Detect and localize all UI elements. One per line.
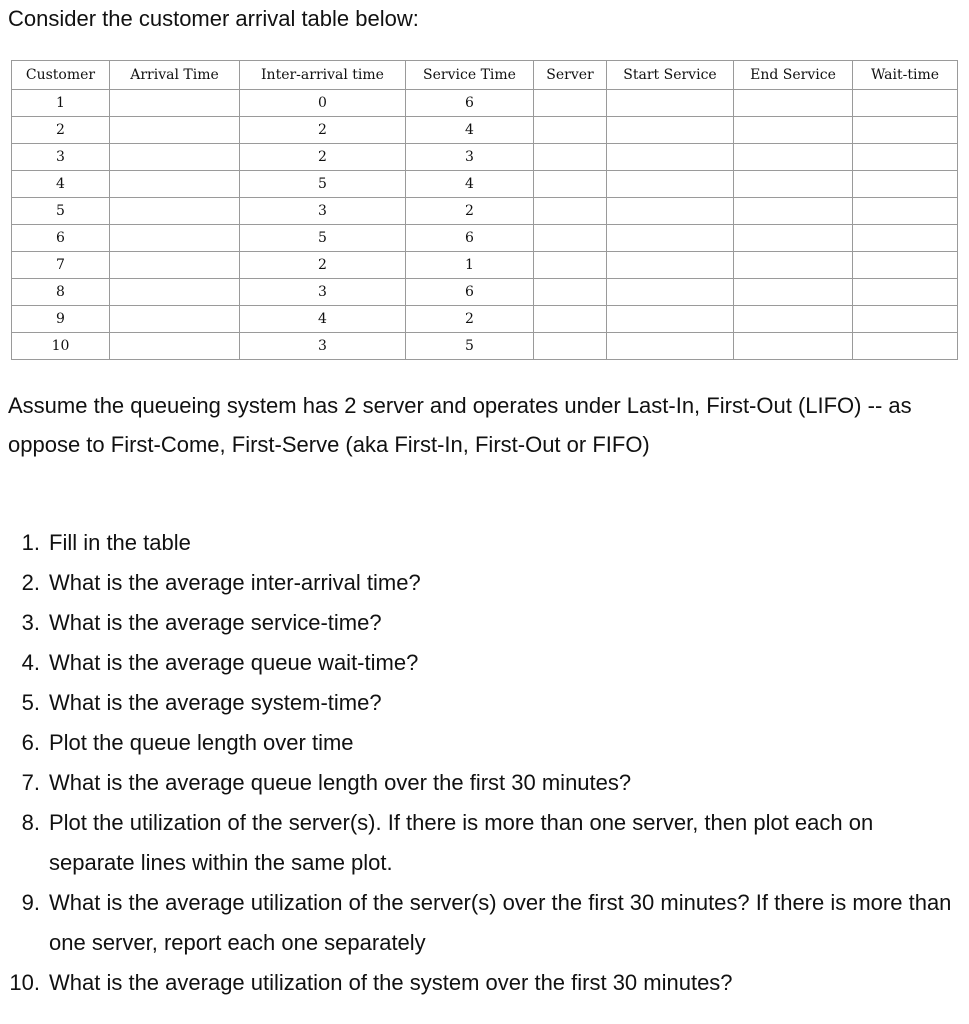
question-item [0,563,969,603]
customer-arrival-table [11,60,958,360]
table-cell: 2 [406,306,534,333]
table-cell: 6 [12,225,110,252]
table-cell [534,306,607,333]
table-cell [607,333,734,360]
question-number: 8. [21,810,40,835]
table-cell [607,144,734,171]
table-cell [110,171,240,198]
table-cell [853,333,958,360]
column-header: End Service [734,61,853,90]
table-cell [110,333,240,360]
table-cell: 6 [406,225,534,252]
table-cell [534,117,607,144]
table-cell [534,144,607,171]
table-cell: 9 [12,306,110,333]
table-cell [853,144,958,171]
table-cell [734,225,853,252]
table-cell [734,279,853,306]
question-number: 6. [21,730,40,755]
header-row [12,61,958,90]
table-body [12,90,958,360]
question-number: 4. [21,650,40,675]
table-cell: 3 [406,144,534,171]
table-cell [853,198,958,225]
table-cell: 2 [240,117,406,144]
table-cell [607,306,734,333]
column-header: Inter-arrival time [240,61,406,90]
question-text: What is the average queue length over the first 30 minutes? [49,770,632,795]
question-text: What is the average utilization of the server(s) over the first 30 minutes? If there is more than one server, report each one separately [49,890,952,955]
question-number: 10. [9,970,40,995]
table-cell [734,306,853,333]
table-cell [853,90,958,117]
table-row [12,279,958,306]
question-item [0,723,969,763]
question-text: What is the average utilization of the system over the first 30 minutes? [49,970,733,995]
table-cell [110,90,240,117]
table-row [12,306,958,333]
table-cell [110,225,240,252]
table-cell: 8 [12,279,110,306]
table-cell: 4 [240,306,406,333]
question-text: Plot the utilization of the server(s). If there is more than one server, then plot each on separate lines within the same plot. [49,810,874,875]
table-cell [110,198,240,225]
table-row [12,198,958,225]
question-text: Plot the queue length over time [49,730,354,755]
question-number: 2. [21,570,40,595]
question-text: What is the average queue wait-time? [49,650,419,675]
column-header: Server [534,61,607,90]
table-cell [853,252,958,279]
question-number: 1. [21,530,40,555]
table-cell [734,252,853,279]
table-row [12,90,958,117]
table-cell: 2 [12,117,110,144]
assumption-text: Assume the queueing system has 2 server and operates under Last-In, First-Out (LIFO) -- as oppose to First-Come, First-Serve (aka First-In, First-Out or FIFO) [8,393,912,457]
question-number: 9. [21,890,40,915]
table-cell: 1 [406,252,534,279]
table-cell [534,90,607,117]
table-cell: 2 [240,144,406,171]
table-cell [110,117,240,144]
table-cell: 5 [12,198,110,225]
table-row [12,144,958,171]
table-cell: 3 [240,279,406,306]
table-cell [534,225,607,252]
table-row [12,117,958,144]
question-number: 5. [21,690,40,715]
question-list [0,523,969,1003]
table-cell: 5 [240,171,406,198]
table-row [12,171,958,198]
table-cell: 4 [406,171,534,198]
question-item [0,603,969,643]
table-cell: 5 [240,225,406,252]
table-cell: 3 [12,144,110,171]
table-cell [607,225,734,252]
table-cell [534,198,607,225]
table-cell [110,306,240,333]
question-item [0,883,969,963]
table-cell [534,171,607,198]
table-cell [734,117,853,144]
table-cell: 6 [406,279,534,306]
question-item [0,523,969,563]
table-cell [534,252,607,279]
table-cell [734,333,853,360]
column-header: Service Time [406,61,534,90]
table-cell [607,171,734,198]
intro-text: Consider the customer arrival table below: [8,6,419,31]
question-text: Fill in the table [49,530,191,555]
table-row [12,333,958,360]
table-cell: 5 [406,333,534,360]
table-cell [734,198,853,225]
column-header: Customer [12,61,110,90]
table-cell [534,333,607,360]
table-cell [853,171,958,198]
question-item [0,683,969,723]
table-cell: 6 [406,90,534,117]
table-cell: 3 [240,198,406,225]
column-header: Wait-time [853,61,958,90]
question-item [0,643,969,683]
question-item [0,963,969,1003]
table-cell: 7 [12,252,110,279]
question-item [0,803,969,883]
table-cell [853,279,958,306]
table-cell [110,252,240,279]
table-cell [607,279,734,306]
column-header: Start Service [607,61,734,90]
table-cell [853,117,958,144]
table-cell [607,117,734,144]
table-cell: 1 [12,90,110,117]
table-header [12,61,958,90]
table-cell [607,90,734,117]
table-cell [607,198,734,225]
table-cell: 10 [12,333,110,360]
table-cell [734,144,853,171]
table-cell [853,225,958,252]
table-row [12,225,958,252]
question-number: 7. [21,770,40,795]
column-header: Arrival Time [110,61,240,90]
table-cell [607,252,734,279]
table-cell [110,144,240,171]
table-cell [853,306,958,333]
table-cell [734,90,853,117]
table-row [12,252,958,279]
table-cell [534,279,607,306]
table-cell [734,171,853,198]
question-text: What is the average system-time? [49,690,382,715]
table-cell: 4 [12,171,110,198]
table-cell: 3 [240,333,406,360]
table-cell: 0 [240,90,406,117]
table-cell: 2 [406,198,534,225]
table-cell [110,279,240,306]
question-item [0,763,969,803]
question-text: What is the average service-time? [49,610,382,635]
question-text: What is the average inter-arrival time? [49,570,421,595]
question-number: 3. [21,610,40,635]
table-cell: 4 [406,117,534,144]
table-cell: 2 [240,252,406,279]
